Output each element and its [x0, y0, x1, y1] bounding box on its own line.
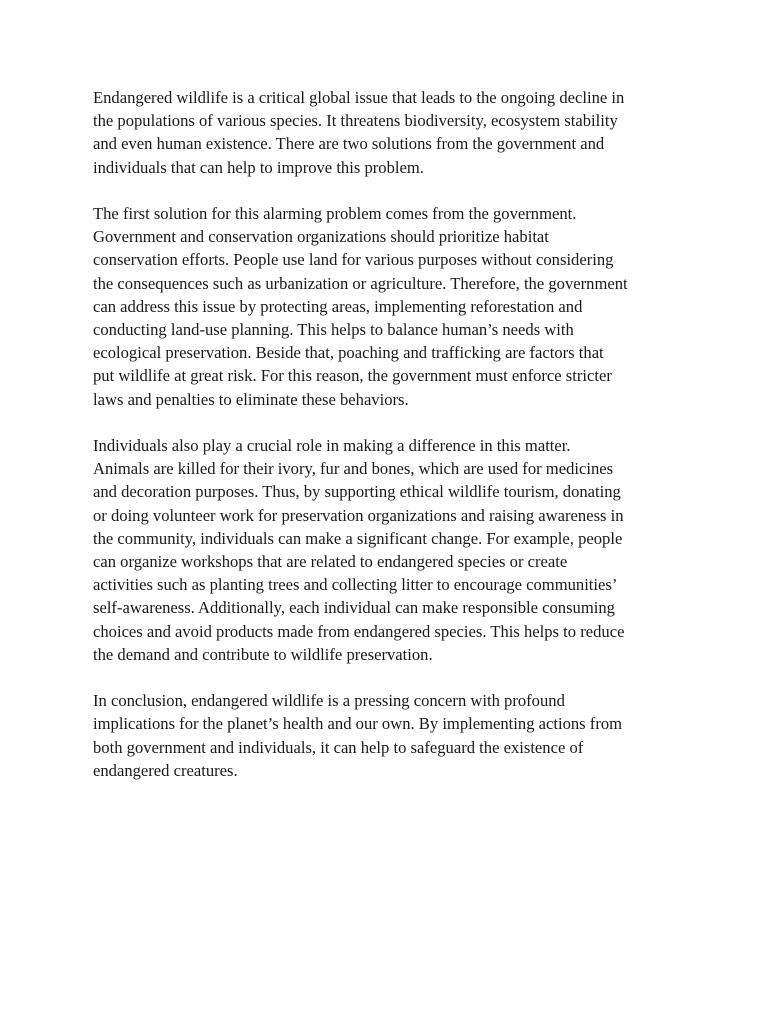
paragraph-government-solution: The first solution for this alarming problem comes from the government. Government and conservation organizations should prioritize habitat conservation efforts. People use land for various purposes without considering the consequences such as urbanization or agriculture. Therefore, the government can address this issue by protecting areas, implementing reforestation and conducting land-use planning. This helps to balance human’s needs with ecological preservation. Beside that, poaching and trafficking are factors that put wildlife at great risk. For this reason, the government must enforce stricter laws and penalties to eliminate these behaviors.: [93, 204, 628, 409]
document-page: [93, 86, 683, 805]
paragraph-conclusion: In conclusion, endangered wildlife is a pressing concern with profound implications for the planet’s health and our own. By implementing actions from both government and individuals, it can help to safeguard the existence of endangered creatures.: [93, 691, 623, 780]
paragraph-introduction: Endangered wildlife is a critical global issue that leads to the ongoing decline in the populations of various species. It threatens biodiversity, ecosystem stability and even human existence. There are two solutions from the government and individuals that can help to improve this problem.: [93, 88, 625, 177]
paragraph-individual-solution: Individuals also play a crucial role in making a difference in this matter. Animals are killed for their ivory, fur and bones, which are used for medicines and decoration purposes. Thus, by supporting ethical wildlife tourism, donating or doing volunteer work for preservation organizations and raising awareness in the community, individuals can make a significant change. For example, people can organize workshops that are related to endangered species or create activities such as planting trees and collecting litter to encourage communities’ self-awareness. Additionally, each individual can make responsible consuming choices and avoid products made from endangered species. This helps to reduce the demand and contribute to wildlife preservation.: [93, 436, 625, 664]
